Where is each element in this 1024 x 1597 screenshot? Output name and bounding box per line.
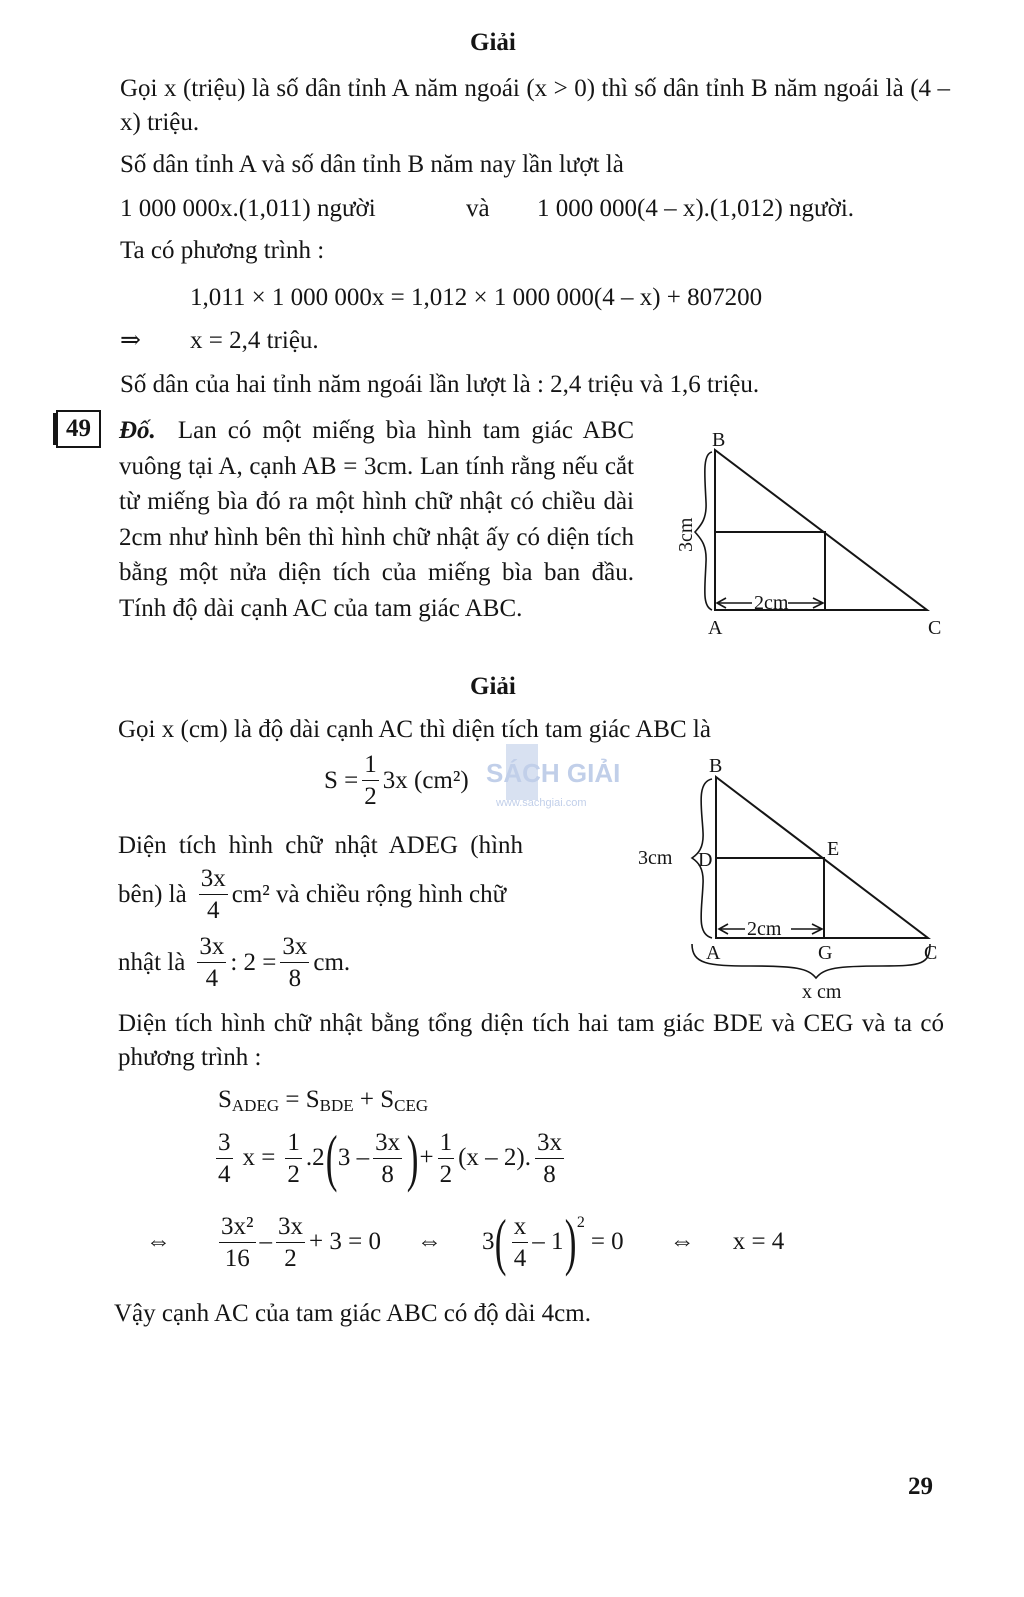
equation-2: $\frac{3}{4}$ x = $\frac{1}{2}$ .2 ( 3 – $\frac{3x}{8}$ ) + $\frac{1}{2}$ (x – 2). $\frac{3x}{8}$ (218, 1122, 562, 1193)
vertex-d-label: D (698, 849, 713, 871)
vertex-c-label: C (924, 942, 938, 964)
equation-1: 1,011 × 1 000 000x = 1,012 × 1 000 000(4 – x) + 807200 (190, 284, 763, 311)
triangle-figure-2 (630, 752, 960, 1007)
side-label: 3cm (675, 517, 697, 552)
length-label: 2cm (754, 592, 789, 614)
side-label: 3cm (638, 847, 673, 869)
vertex-e-label: E (827, 838, 840, 860)
vertex-b-label: B (712, 429, 726, 451)
subscript-ceg: CEG (394, 1096, 429, 1115)
problem-number-49: 49 (56, 410, 101, 448)
fraction-denominator: 4 (206, 897, 220, 924)
divide-text: : 2 = (230, 948, 277, 976)
rect-width-text: cm² và chiều rộng hình chữ (231, 880, 507, 908)
problem-statement: Lan có một miếng bìa hình tam giác ABC vuông tại A, cạnh AB = 3cm. Lan tính rằng nếu cắt từ miếng bìa đó ra một hình chữ nhật có chiều dài 2cm như hình bên thì hình chữ nhật ấy có diện tích bằng một nửa diện tích của miếng bìa ban đầu. Tính độ dài cạnh AC của tam giác ABC. (119, 417, 635, 622)
implies-symbol: ⇒ (120, 327, 141, 354)
and-text: và (466, 195, 490, 222)
fraction-numerator: 3x (199, 866, 228, 895)
fraction-denominator: 2 (364, 783, 377, 810)
area-rhs: 3x (cm²) (382, 766, 469, 794)
fraction-numerator: 3x (197, 934, 226, 963)
fraction-denominator: 4 (205, 965, 219, 992)
subscript-adeg: ADEG (231, 1096, 280, 1115)
solution-heading-1: Giải (470, 29, 516, 56)
triangle-figure-1 (660, 420, 960, 650)
rect-width-label: nhật là (118, 948, 186, 976)
vertex-a-label: A (708, 617, 723, 639)
solution1-paragraph-2: Số dân tỉnh A và số dân tỉnh B năm nay lần lượt là (120, 151, 624, 178)
length-label: 2cm (747, 918, 782, 940)
rect-width-line (118, 934, 350, 991)
vertex-b-label: B (709, 755, 723, 777)
solution1-paragraph-1: Gọi x (triệu) là số dân tỉnh A năm ngoái (x > 0) thì số dân tỉnh B năm ngoái là (4 – x) triệu. (120, 75, 950, 136)
problem49-text (119, 413, 634, 626)
solution1-conclusion: Số dân của hai tỉnh năm ngoái lần lượt là : 2,4 triệu và 1,6 triệu. (120, 371, 760, 398)
unit-text: cm. (313, 948, 351, 976)
area-equation: $S_{ADEG} = S_{BDE} + S_{CEG}$ (218, 1086, 429, 1115)
base-label: x cm (802, 981, 842, 1003)
page-number: 29 (908, 1473, 933, 1500)
problem-label: Đố. (119, 417, 156, 444)
solution2-paragraph-3: Diện tích hình chữ nhật bằng tổng diện tích hai tam giác BDE và CEG và ta có phương trình : (118, 1010, 944, 1071)
subscript-bde: BDE (319, 1096, 354, 1115)
watermark-brand: SÁCH GIẢI (486, 758, 621, 788)
rect-area-text: bên) là (118, 880, 187, 908)
fraction-denominator: 8 (288, 965, 302, 992)
vertex-c-label: C (928, 617, 942, 639)
watermark-url: www.sachgiai.com (496, 797, 587, 809)
area-formula (324, 752, 469, 809)
population-b-text: 1 000 000(4 – x).(1,012) người. (537, 195, 855, 222)
vertex-g-label: G (818, 942, 833, 964)
vertex-a-label: A (706, 942, 721, 964)
area-lhs: S = (324, 766, 359, 794)
population-a-text: 1 000 000x.(1,011) người (120, 195, 376, 222)
solution2-paragraph-2: Diện tích hình chữ nhật ADEG (hình (118, 832, 524, 859)
equation-result: x = 2,4 triệu. (190, 327, 319, 354)
fraction-numerator: 1 (362, 752, 379, 781)
equation-3: ⇔ $\frac{\text{3x²}}{16}$ – $\frac{3x}{2}$ + 3 = 0 ⇔ 3 ( $\frac{x}{4}$ – 1 ) 2 = 0 ⇔ x = 4 (146, 1206, 785, 1277)
equation-intro: Ta có phương trình : (120, 237, 325, 264)
final-answer: Vậy cạnh AC của tam giác ABC có độ dài 4cm. (114, 1300, 591, 1327)
solution-heading-2: Giải (470, 673, 516, 700)
rect-area-line (118, 866, 506, 923)
fraction-numerator: 3x (280, 934, 309, 963)
solution2-paragraph-1: Gọi x (cm) là độ dài cạnh AC thì diện tích tam giác ABC là (118, 716, 711, 743)
watermark-logo (486, 740, 621, 825)
